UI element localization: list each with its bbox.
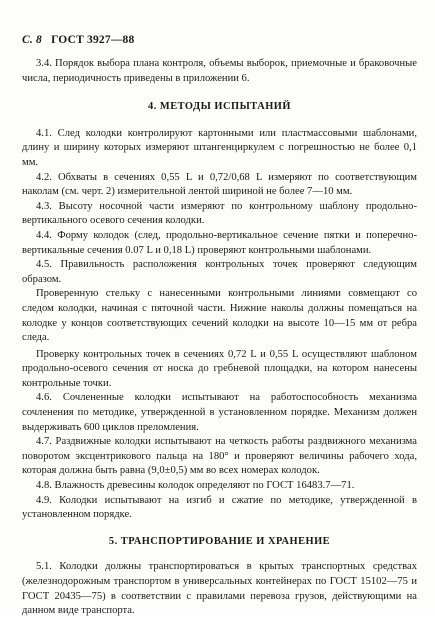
- section-4-title: 4. МЕТОДЫ ИСПЫТАНИЙ: [148, 101, 291, 113]
- paragraph-4-5: 4.5. Правильность расположения контрольных точек проверяют следующим образом.: [22, 259, 417, 285]
- section-5-title: 5. ТРАНСПОРТИРОВАНИЕ И ХРАНЕНИЕ: [108, 535, 331, 547]
- paragraph-5-1: 5.1. Колодки должны транспортироваться в крытых транспортных средствах (железнодорожным транспортом в универсальных контейнерах по ГОСТ 15102—75 и ГОСТ 20435—75) в соответствии с правилами перевоза грузов, действующими на данном виде транспорта.: [22, 561, 417, 617]
- paragraph-3-4: 3.4. Порядок выбора плана контроля, объемы выборок, приемочные и браковочные числа, периодичность приведены в приложении 6.: [22, 58, 417, 84]
- paragraph-4-8: 4.8. Влажность древесины колодок определяют по ГОСТ 16483.7—71.: [36, 480, 355, 492]
- standard-designation: ГОСТ 3927—88: [51, 34, 135, 46]
- paragraph-4-9: 4.9. Колодки испытывают на изгиб и сжатие по методике, утвержденной в установленном порядке.: [22, 494, 417, 521]
- paragraph-4-5-b: Проверенную стельку с нанесенными контрольными линиями совмещают со следом колодки, начиная с пяточной части. Нижние наколы должны помещаться на колодке у концов соответствующих сечений колодки на высоте 10—15 мм от ребра следа.: [22, 288, 417, 344]
- paragraph-4-3: 4.3. Высоту носочной части измеряют по контрольному шаблону продольно-вертикального осевого сечения колодки.: [22, 200, 417, 227]
- paragraph-4-6: 4.6. Сочлененные колодки испытывают на работоспособность механизма сочленения по методике, утвержденной в установленном порядке. Механизм должен выдерживать 600 циклов преломления.: [22, 392, 417, 433]
- page-header: [22, 34, 134, 46]
- page-number: С. 8: [22, 34, 42, 46]
- paragraph-4-7: 4.7. Раздвижные колодки испытывают на четкость работы раздвижного механизма поворотом эксцентрикового пальца на 180° и проверяют величины рабочего хода, которая должна быть равна (9,0±0,5) мм во всех номерах колодок.: [22, 436, 417, 477]
- paragraph-4-5-c: Проверку контрольных точек в сечениях 0,72 L и 0,55 L осуществляют шаблоном продольно-осевого сечения от носка до гребневой площадки, на котором нанесены контрольные точки.: [22, 348, 417, 389]
- paragraph-4-1: 4.1. След колодки контролируют картонными или пластмассовыми шаблонами, длину и ширину которых измеряют штангенциркулем с погрешностью не более 0,1 мм.: [22, 127, 417, 168]
- document-body: [22, 57, 417, 619]
- paragraph-4-2: 4.2. Обхваты в сечениях 0,55 L и 0,72/0,68 L измеряют по соответствующим наколам (см. черт. 2) измерительной лентой шириной не более 7—10 мм.: [22, 171, 417, 198]
- paragraph-4-4: 4.4. Форму колодок (след, продольно-вертикальное сечение пятки и поперечно-вертикальные сечения 0.07 L и 0,18 L) проверяют контрольными шаблонами.: [22, 229, 417, 256]
